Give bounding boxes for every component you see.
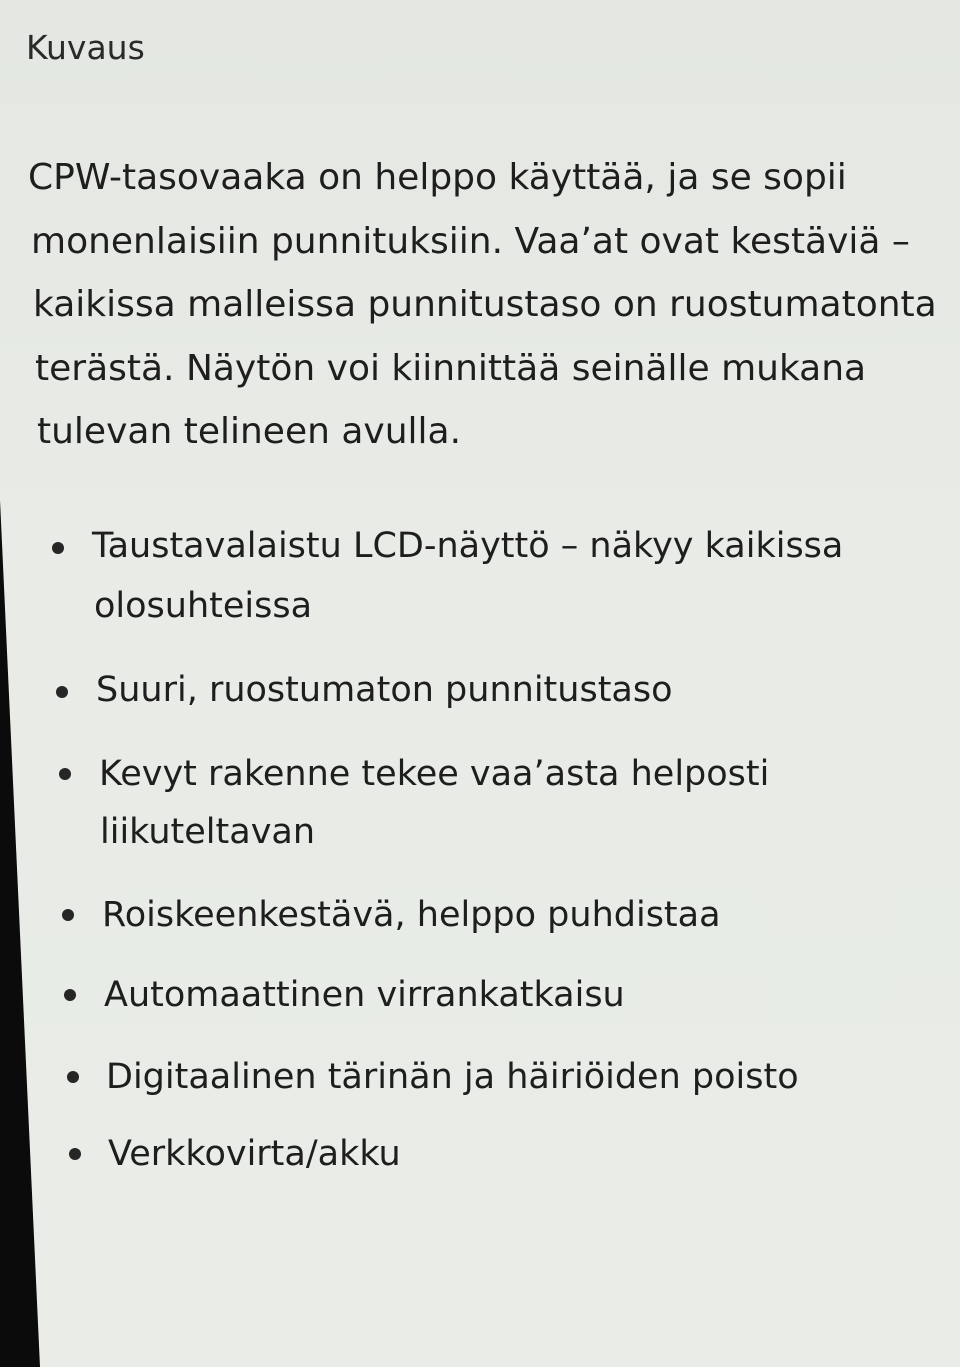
bullet-icon xyxy=(62,909,74,921)
bullet-icon xyxy=(56,686,68,698)
feature-text: Roiskeenkestävä, helppo puhdistaa xyxy=(102,895,721,935)
feature-text: olosuhteissa xyxy=(94,586,313,626)
bullet-icon xyxy=(59,768,71,780)
bullet-icon xyxy=(64,989,76,1001)
feature-text: Verkkovirta/akku xyxy=(108,1134,401,1174)
feature-text: Suuri, ruostumaton punnitustaso xyxy=(96,670,673,710)
description-line: monenlaisiin punnituksiin. Vaa’at ovat kestäviä – xyxy=(31,221,910,262)
bullet-icon xyxy=(69,1148,81,1160)
feature-text: Kevyt rakenne tekee vaa’asta helposti xyxy=(99,754,770,794)
section-heading: Kuvaus xyxy=(26,28,145,67)
feature-text: Digitaalinen tärinän ja häiriöiden poisto xyxy=(106,1057,799,1097)
description-line: terästä. Näytön voi kiinnittää seinälle mukana xyxy=(35,348,867,389)
feature-text: liikuteltavan xyxy=(100,812,316,852)
feature-text: Automaattinen virrankatkaisu xyxy=(104,975,625,1015)
bullet-icon xyxy=(67,1071,79,1083)
bullet-icon xyxy=(52,542,64,554)
feature-text: Taustavalaistu LCD-näyttö – näkyy kaikissa xyxy=(92,526,844,566)
description-line: tulevan telineen avulla. xyxy=(37,411,462,452)
description-line: CPW-tasovaaka on helppo käyttää, ja se sopii xyxy=(28,157,847,198)
description-line: kaikissa malleissa punnitustaso on ruostumatonta xyxy=(33,284,937,325)
